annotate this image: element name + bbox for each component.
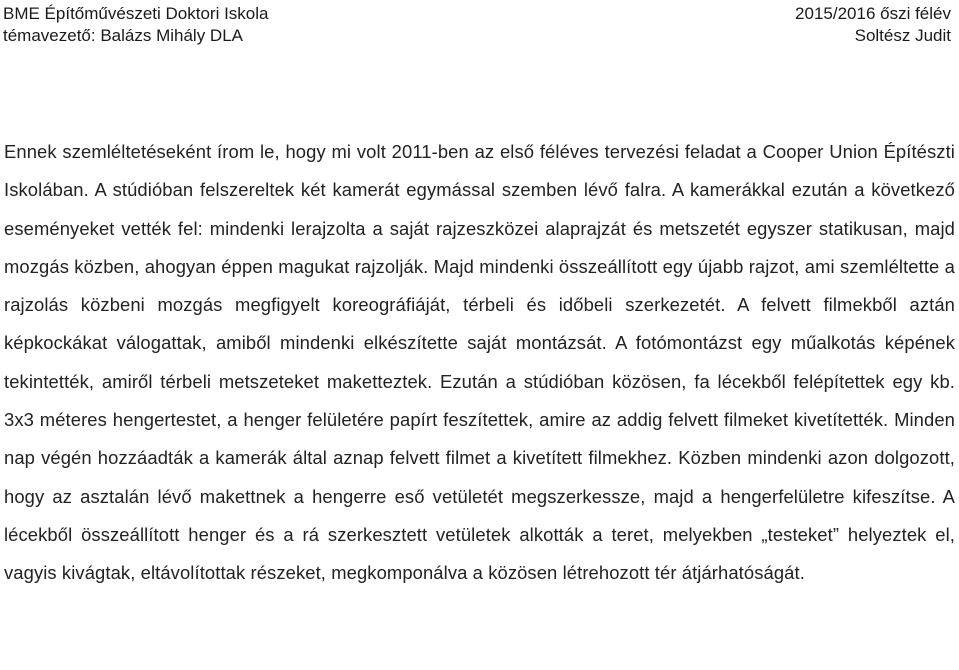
semester-label: 2015/2016 őszi félév bbox=[795, 4, 951, 23]
author-name: Soltész Judit bbox=[854, 26, 951, 45]
supervisor-name: témavezető: Balázs Mihály DLA bbox=[3, 26, 243, 45]
school-name: BME Építőművészeti Doktori Iskola bbox=[3, 4, 269, 23]
header-left bbox=[3, 3, 268, 47]
body-paragraph: Ennek szemléltetéseként írom le, hogy mi volt 2011-ben az első féléves tervezési feladat a Cooper Union Építészti Iskolában. A stúdióban felszereltek két kamerát egymással szemben lévő falra. A kamerákkal ezután a következő eseményeket vették fel: mindenki lerajzolta a saját rajzeszközei alaprajzát és metszetét egyszer statikusan, majd mozgás közben, ahogyan éppen magukat rajzolják. Majd mindenki összeállított egy újabb rajzot, ami szemléltette a rajzolás közbeni mozgás megfigyelt koreográfiáját, térbeli és időbeli szerkezetét. A felvett filmekből aztán képkockákat válogattak, amiből mindenki elkészítette saját montázsát. A fotómontázst egy műalkotás képének tekintették, amiről térbeli metszeteket maketteztek. Ezután a stúdióban közösen, fa lécekből felépítettek egy kb. 3x3 méteres hengertestet, a henger felületére papírt feszítettek, amire az addig felvett filmeket kivetítették. Minden nap végén hozzáadták a kamerák által aznap felvett filmet a kivetített filmekhez. Közben mindenki azon dolgozott, hogy az asztalán lévő makettnek a hengerre eső vetületét megszerkessze, majd a hengerfelületre kifeszítse. A lécekből összeállított henger és a rá szerkesztett vetületek alkották a teret, melyekben „testeket” helyeztek el, vagyis kivágtak, eltávolítottak részeket, megkomponálva a közösen létrehozott tér átjárhatóságát. bbox=[4, 141, 955, 584]
header-right bbox=[795, 3, 951, 47]
